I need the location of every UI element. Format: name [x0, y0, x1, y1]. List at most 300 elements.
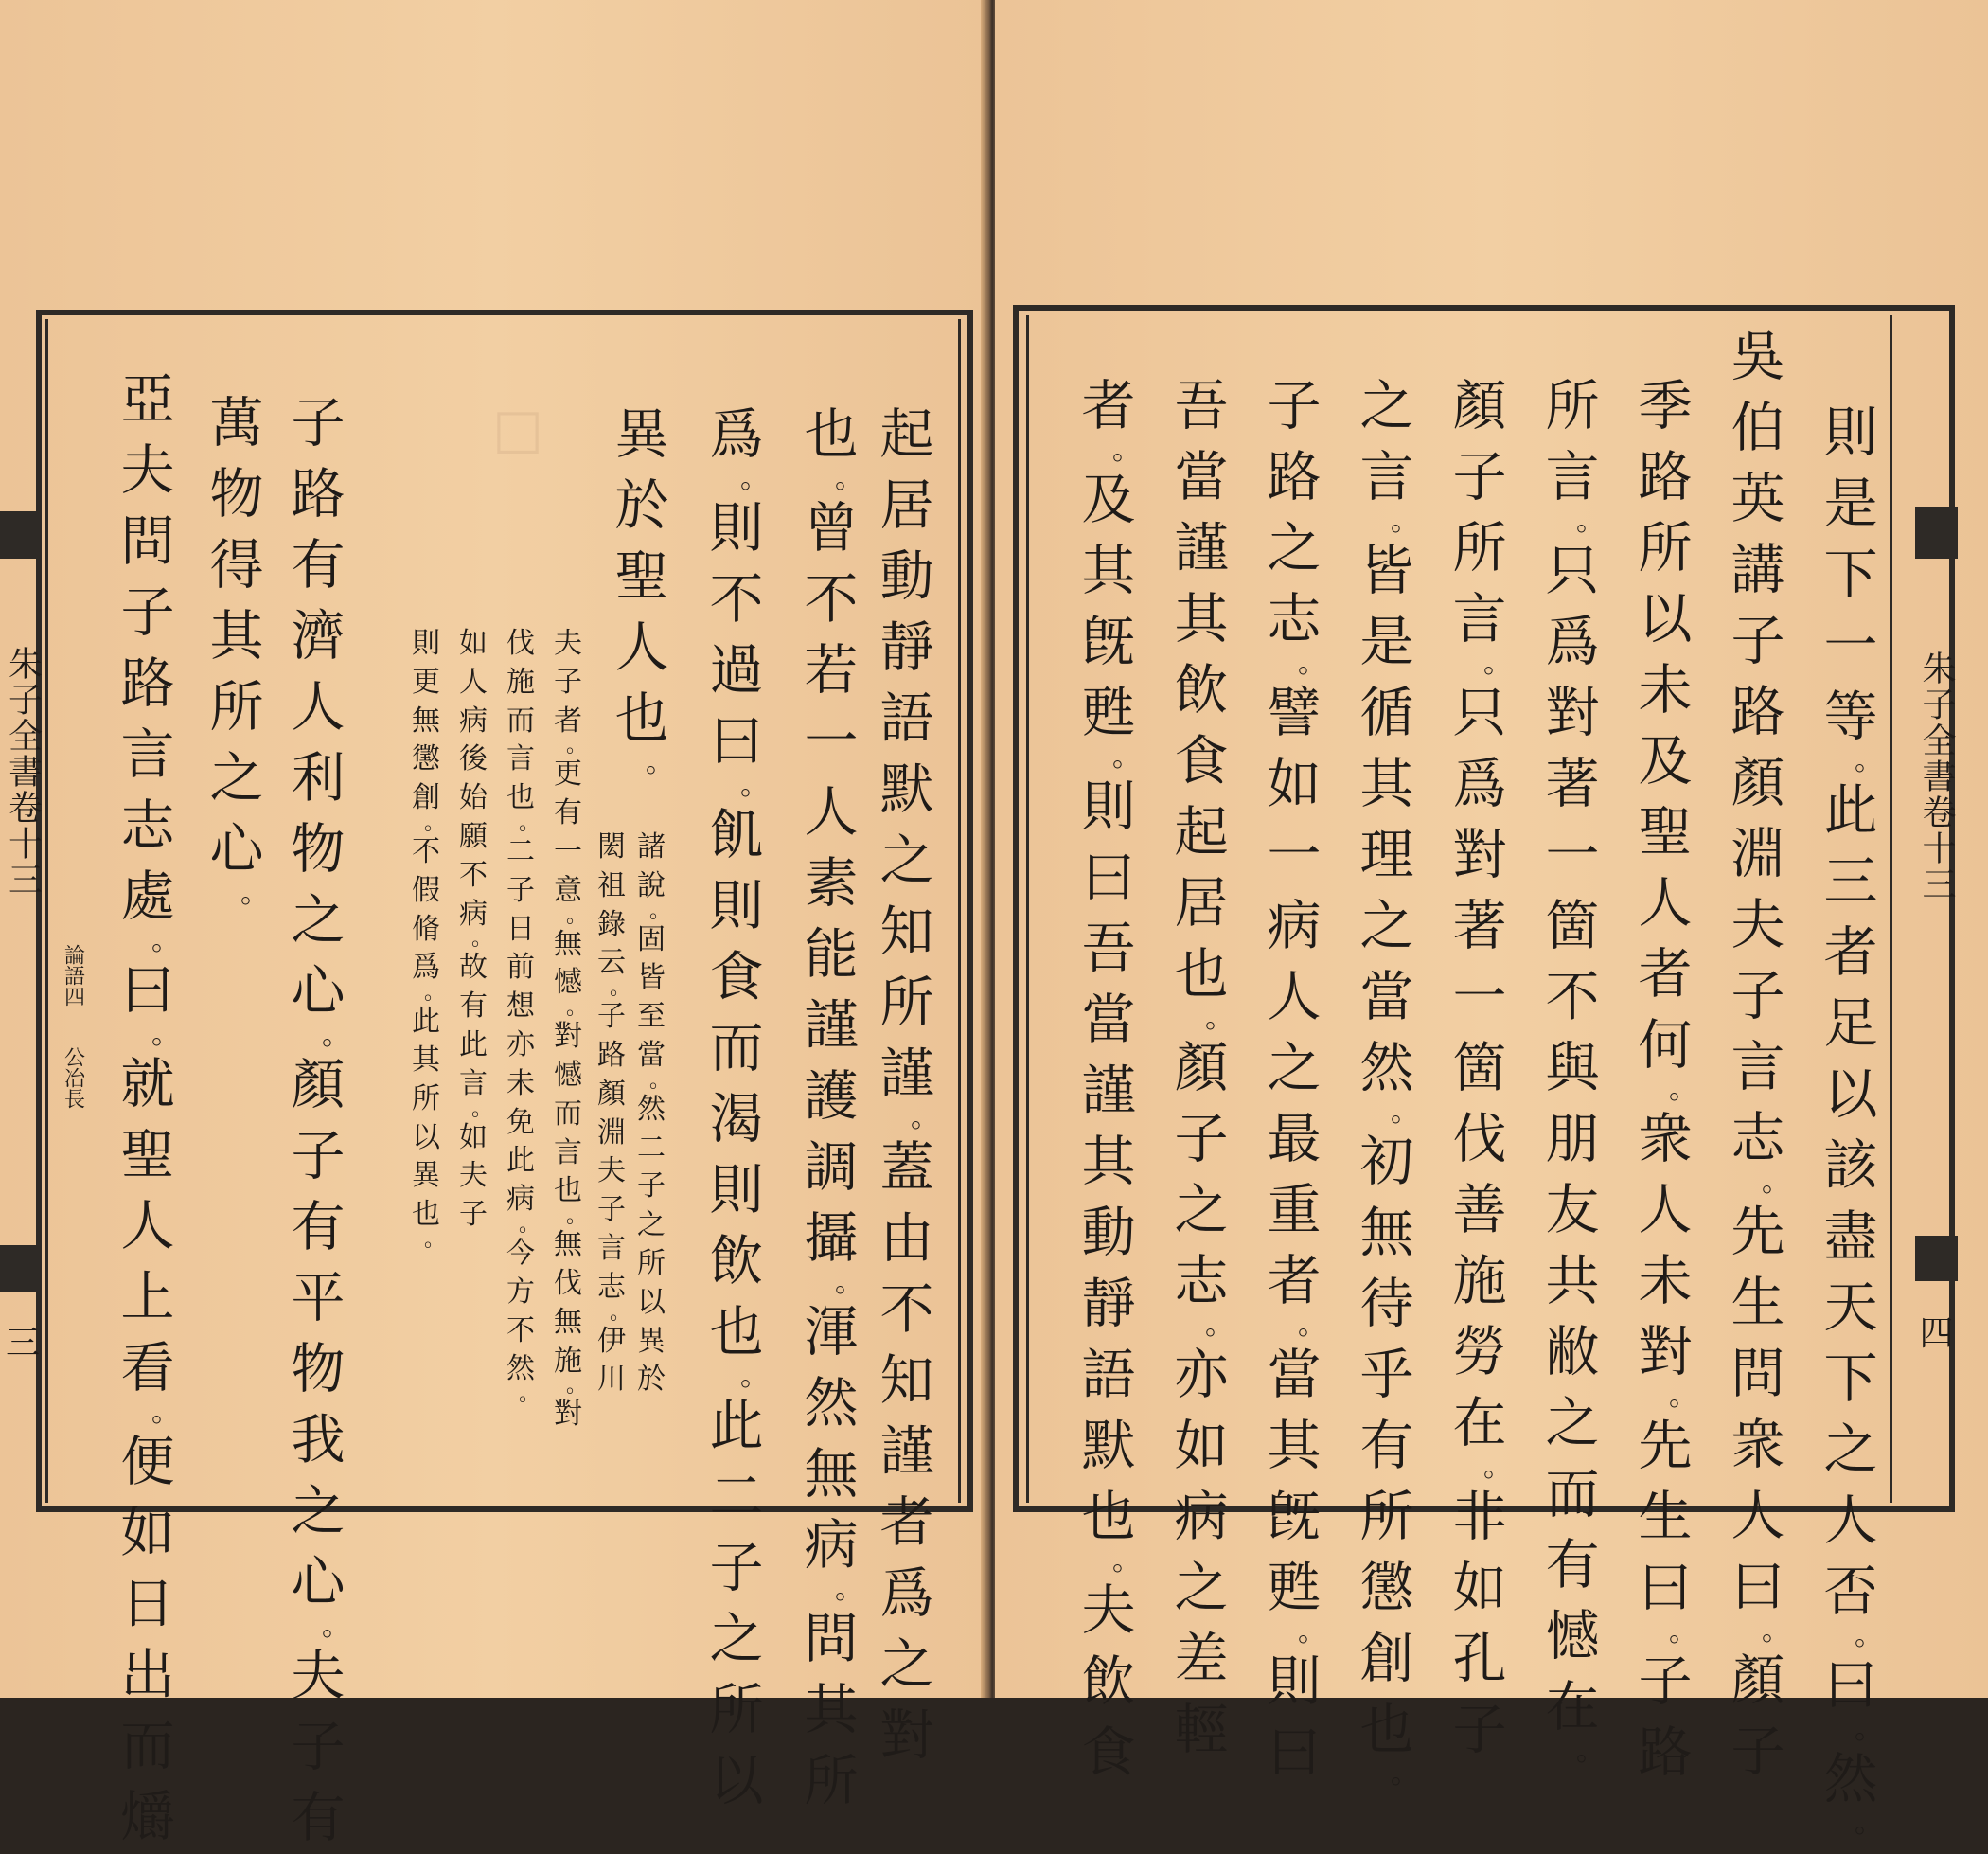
character: 之: [879, 829, 934, 892]
character: 人: [1823, 1489, 1878, 1552]
character: 默: [879, 758, 934, 821]
folio-number: 四: [1919, 1314, 1954, 1353]
character: 然: [637, 1092, 666, 1126]
character: 祖: [597, 868, 626, 902]
punctuation-mark: 。: [1391, 1757, 1419, 1791]
character: 如: [459, 627, 488, 660]
character: 輕: [1174, 1699, 1229, 1761]
character: 子: [709, 1537, 764, 1599]
character: 脩: [412, 912, 440, 946]
character: 衆: [1638, 1108, 1693, 1170]
punctuation-mark: 。: [1576, 1735, 1605, 1768]
left-inner-rule-right: [958, 319, 961, 1503]
character: 居: [1174, 872, 1229, 935]
character: 也: [1359, 1699, 1414, 1761]
character: 飢: [709, 804, 764, 866]
character: 於: [637, 1363, 666, 1397]
character: 川: [597, 1363, 626, 1397]
character: 而: [1545, 1463, 1600, 1525]
character: 如: [1452, 1557, 1507, 1619]
character: 吾: [1174, 375, 1229, 437]
character: 對: [1545, 682, 1600, 744]
character: 而: [120, 1715, 175, 1777]
character: 無: [804, 1443, 859, 1506]
character: 然: [804, 1372, 859, 1435]
character: 心: [209, 818, 264, 881]
character: 憾: [1545, 1605, 1600, 1667]
character: 之: [291, 1480, 346, 1542]
character: 非: [1452, 1486, 1507, 1548]
character: 對: [554, 1398, 582, 1432]
character: 過: [709, 639, 764, 702]
character: 則: [412, 627, 440, 660]
character: 方: [506, 1275, 535, 1309]
character: 不: [709, 568, 764, 631]
character: 問: [120, 510, 175, 573]
character: 也: [709, 1301, 764, 1364]
character: 一: [1267, 824, 1322, 886]
character: 也: [412, 1198, 440, 1232]
character: 心: [291, 960, 346, 1023]
character: 伐: [1452, 1108, 1507, 1170]
punctuation-mark: 。: [740, 462, 769, 495]
character: 語: [879, 687, 934, 750]
character: 爲: [1545, 611, 1600, 673]
character: 吳: [1731, 326, 1785, 388]
character: 曰: [1638, 1557, 1693, 1619]
character: 飲: [1081, 1650, 1136, 1713]
character: 顏: [291, 1054, 346, 1116]
character: 子: [597, 1000, 626, 1034]
character: 未: [1638, 659, 1693, 722]
character: 勞: [1452, 1321, 1507, 1383]
left-page: [0, 0, 987, 1849]
character: 者: [879, 1491, 934, 1554]
character: 言: [1731, 1036, 1785, 1098]
character: 其: [1081, 1131, 1136, 1193]
character: 則: [1267, 1650, 1322, 1713]
show-through-ghost: □: [492, 398, 543, 460]
character: 諸: [637, 830, 666, 864]
character: 起: [1174, 801, 1229, 864]
character: 與: [1545, 1037, 1600, 1099]
margin-title: [1915, 568, 1958, 985]
character: 伯: [1731, 397, 1785, 459]
character: 言: [1359, 446, 1414, 508]
character: 以: [709, 1750, 764, 1812]
character: 重: [1267, 1179, 1322, 1241]
punctuation-mark: 。: [1391, 505, 1419, 538]
punctuation-mark: 。: [740, 769, 769, 802]
character: 在: [1452, 1392, 1507, 1454]
character: 所: [1638, 517, 1693, 579]
character: 英: [1731, 468, 1785, 530]
character: 亦: [1174, 1344, 1229, 1406]
character: 看: [120, 1337, 175, 1399]
punctuation-mark: 。: [1762, 1614, 1790, 1648]
character: 子: [291, 1716, 346, 1778]
character: 所: [1452, 517, 1507, 579]
character: 志: [1731, 1107, 1785, 1169]
punctuation-mark: 。: [565, 734, 587, 758]
character: 有: [291, 534, 346, 597]
punctuation-mark: 。: [835, 462, 863, 495]
character: 盡: [1823, 1205, 1878, 1268]
character: 之: [1359, 375, 1414, 437]
character: 說: [637, 868, 666, 902]
margin-section-label: 論語四: [61, 944, 85, 1007]
character: 之: [637, 1208, 666, 1242]
character: 之: [1174, 1179, 1229, 1241]
character: 路: [1731, 681, 1785, 743]
character: 則: [709, 497, 764, 560]
character: 病: [1267, 895, 1322, 957]
punctuation-mark: 。: [1205, 1002, 1234, 1035]
character: 亞: [120, 368, 175, 431]
character: 如: [120, 1502, 175, 1564]
character: 最: [1267, 1108, 1322, 1170]
character: 夫: [597, 1154, 626, 1188]
character: 食: [1081, 1721, 1136, 1784]
character: 者: [1823, 921, 1878, 984]
character: 子: [1452, 446, 1507, 508]
character: 當: [1359, 966, 1414, 1028]
character: 不: [412, 834, 440, 868]
character: 子: [291, 392, 346, 455]
character: 當: [1174, 446, 1229, 508]
text-column: [1540, 371, 1605, 1766]
character: 其: [1267, 1415, 1322, 1477]
margin-title: [4, 563, 42, 980]
character: 由: [879, 1207, 934, 1270]
character: 未: [1638, 1250, 1693, 1312]
character: 志: [597, 1270, 626, 1304]
character: 固: [637, 922, 666, 956]
character: 施: [1452, 1250, 1507, 1312]
character: 之: [1359, 895, 1414, 957]
character: 謹: [879, 1043, 934, 1105]
character: 路: [291, 463, 346, 526]
character: 以: [637, 1285, 666, 1319]
character: 只: [1545, 540, 1600, 602]
character: 也: [554, 1174, 582, 1208]
character: 人: [1638, 872, 1693, 935]
fishtail-top: [1915, 507, 1958, 559]
character: 上: [120, 1266, 175, 1328]
punctuation-mark: 。: [423, 1227, 445, 1252]
character: 有: [291, 1787, 346, 1849]
text-column: [1262, 371, 1326, 1789]
character: 之: [1823, 1418, 1878, 1481]
character: 施: [506, 665, 535, 699]
character: 夫: [1731, 894, 1785, 956]
character: 得: [209, 534, 264, 597]
character: 顏: [1731, 1649, 1785, 1712]
character: 則: [1823, 401, 1878, 464]
character: 子: [1174, 1108, 1229, 1170]
character: 後: [459, 742, 488, 776]
character: 言: [120, 723, 175, 786]
character: 出: [120, 1644, 175, 1706]
text-column: [1169, 371, 1234, 1766]
character: 飲: [709, 1230, 764, 1292]
right-inner-rule: [1026, 315, 1029, 1503]
character: 濟: [291, 605, 346, 668]
character: 謹: [1174, 517, 1229, 579]
punctuation-mark: 。: [518, 1212, 540, 1237]
character: 不: [879, 1278, 934, 1341]
character: 言: [1545, 446, 1600, 508]
text-column: [1076, 371, 1141, 1789]
character: 我: [291, 1409, 346, 1471]
character: 其: [1081, 540, 1136, 602]
character: 其: [1359, 753, 1414, 815]
character: 季: [1638, 375, 1693, 437]
character: 閎: [597, 830, 626, 864]
punctuation-mark: 。: [1669, 1615, 1697, 1649]
character: 下: [1823, 544, 1878, 606]
character: 一: [554, 834, 582, 868]
character: 其: [804, 1679, 859, 1741]
character: 言: [459, 1066, 488, 1100]
character: 曰: [1267, 1721, 1322, 1784]
punctuation-mark: 。: [1112, 1544, 1141, 1578]
character: 能: [804, 923, 859, 986]
punctuation-mark: 。: [1483, 647, 1512, 680]
punctuation-mark: 。: [648, 899, 670, 923]
character: 待: [1359, 1273, 1414, 1335]
character: 一: [1452, 966, 1507, 1028]
character: 病: [459, 897, 488, 931]
character: 子: [506, 873, 535, 907]
character: 靜: [879, 616, 934, 679]
character: 不: [1545, 966, 1600, 1028]
character: 施: [554, 1344, 582, 1378]
character: 子: [1267, 375, 1322, 437]
punctuation-mark: 。: [1483, 1451, 1512, 1484]
character: 聖: [1638, 801, 1693, 864]
character: 靜: [1081, 1273, 1136, 1335]
character: 爝: [120, 1786, 175, 1848]
character: 所: [804, 1750, 859, 1812]
character: 何: [1638, 1014, 1693, 1077]
punctuation-mark: 。: [240, 877, 269, 910]
character: 謹: [1081, 1060, 1136, 1122]
punctuation-mark: 。: [835, 1266, 863, 1299]
character: 三: [1823, 850, 1878, 913]
character: 如: [459, 1120, 488, 1154]
character: 也: [1174, 943, 1229, 1006]
character: 曾: [804, 497, 859, 560]
character: 便: [120, 1431, 175, 1493]
character: 而: [506, 704, 535, 738]
character: 只: [1452, 682, 1507, 744]
character: 所: [879, 972, 934, 1034]
character: 聖: [614, 545, 669, 608]
character: 爲: [879, 1562, 934, 1625]
character: 願: [459, 819, 488, 853]
character: 子: [1638, 1650, 1693, 1713]
text-column: [610, 400, 674, 777]
character: 所: [1359, 1486, 1414, 1548]
text-column: [1726, 322, 1790, 1788]
character: 淵: [597, 1115, 626, 1150]
character: 於: [614, 474, 669, 537]
punctuation-mark: 。: [1669, 1380, 1697, 1413]
character: 不: [506, 1313, 535, 1347]
punctuation-mark: 。: [518, 1382, 540, 1407]
character: 懲: [1359, 1557, 1414, 1619]
text-column: [115, 365, 180, 1853]
text-column: [1819, 398, 1883, 1838]
text-column: [1447, 371, 1512, 1766]
punctuation-mark: 。: [565, 996, 587, 1021]
character: 曰: [1081, 847, 1136, 909]
character: 淵: [1731, 823, 1785, 885]
character: 甦: [1267, 1557, 1322, 1619]
character: 夫: [291, 1645, 346, 1707]
character: 而: [709, 1017, 764, 1079]
character: 其: [209, 605, 264, 668]
right-inner-rule-right: [1890, 315, 1892, 1503]
character: 蓋: [879, 1136, 934, 1199]
character: 吾: [1081, 918, 1136, 980]
punctuation-mark: 。: [151, 924, 180, 957]
punctuation-mark: 。: [1205, 1309, 1234, 1342]
character: 謹: [879, 1420, 934, 1483]
character: 前: [506, 951, 535, 985]
character: 爲: [1452, 753, 1507, 815]
character: 日: [506, 912, 535, 946]
character: 無: [554, 1305, 582, 1339]
punctuation-mark: 。: [1576, 505, 1605, 538]
character: 更: [554, 758, 582, 792]
character: 朋: [1545, 1108, 1600, 1170]
character: 病: [804, 1514, 859, 1577]
punctuation-mark: 。: [646, 746, 674, 779]
character: 物: [209, 463, 264, 526]
character: 子: [554, 665, 582, 699]
text-column: [875, 400, 939, 1772]
character: 共: [1545, 1250, 1600, 1312]
punctuation-mark: 。: [911, 1101, 939, 1134]
character: 人: [1638, 1179, 1693, 1241]
character: 言: [554, 1135, 582, 1169]
character: 然: [1359, 1037, 1414, 1099]
character: 孔: [1452, 1628, 1507, 1690]
character: 人: [614, 616, 669, 679]
character: 當: [1081, 989, 1136, 1051]
character: 旣: [1267, 1486, 1322, 1548]
character: 人: [804, 781, 859, 844]
character: 更: [412, 665, 440, 699]
margin-title-text: 朱子全書卷十三: [1917, 651, 1956, 902]
character: 就: [120, 1053, 175, 1115]
character: 甦: [1081, 682, 1136, 744]
character: 天: [1823, 1276, 1878, 1339]
character: 平: [291, 1267, 346, 1329]
character: 之: [879, 1633, 934, 1696]
character: 子: [1731, 1720, 1785, 1783]
punctuation-mark: 。: [565, 1204, 587, 1229]
character: 以: [1638, 588, 1693, 651]
character: 當: [1267, 1344, 1322, 1406]
character: 也: [1081, 1486, 1136, 1548]
character: 人: [1267, 966, 1322, 1028]
character: 知: [879, 900, 934, 963]
punctuation-mark: 。: [1391, 1096, 1419, 1129]
character: 憾: [554, 966, 582, 1000]
character: 也: [614, 687, 669, 750]
character: 乎: [1359, 1344, 1414, 1406]
character: 伐: [506, 627, 535, 660]
punctuation-mark: 。: [1112, 740, 1141, 774]
punctuation-mark: 。: [609, 1300, 630, 1325]
character: 足: [1823, 992, 1878, 1055]
character: 若: [804, 639, 859, 702]
character: 人: [291, 676, 346, 739]
character: 動: [879, 545, 934, 608]
character: 則: [709, 1159, 764, 1221]
character: 利: [291, 747, 346, 810]
character: 有: [1545, 1534, 1600, 1596]
punctuation-mark: 。: [322, 1019, 350, 1052]
commentary-column: [549, 625, 587, 1435]
character: 假: [412, 873, 440, 907]
fishtail-top: [0, 511, 42, 559]
character: 飲: [1174, 659, 1229, 722]
character: 伊: [597, 1324, 626, 1358]
character: 夫: [459, 1159, 488, 1193]
character: 否: [1823, 1560, 1878, 1623]
character: 創: [412, 781, 440, 815]
character: 也: [804, 403, 859, 466]
character: 云: [597, 946, 626, 980]
character: 之: [1545, 1392, 1600, 1454]
character: 對: [879, 1704, 934, 1767]
character: 聖: [120, 1124, 175, 1186]
character: 言: [506, 742, 535, 776]
character: 子: [459, 1198, 488, 1232]
character: 二: [637, 1131, 666, 1165]
character: 亦: [506, 1027, 535, 1061]
character: 食: [709, 946, 764, 1008]
character: 是: [1359, 611, 1414, 673]
character: 未: [506, 1066, 535, 1100]
character: 初: [1359, 1131, 1414, 1193]
character: 子: [120, 581, 175, 644]
character: 該: [1823, 1134, 1878, 1197]
character: 者: [1267, 1250, 1322, 1312]
character: 想: [506, 989, 535, 1024]
text-column: [1633, 371, 1697, 1789]
character: 起: [879, 403, 934, 466]
character: 調: [804, 1136, 859, 1199]
punctuation-mark: 。: [151, 1396, 180, 1429]
character: 此: [1823, 779, 1878, 842]
character: 素: [804, 852, 859, 915]
character: 無: [412, 704, 440, 738]
character: 善: [1452, 1179, 1507, 1241]
punctuation-mark: 。: [423, 811, 445, 835]
character: 子: [597, 1193, 626, 1227]
character: 始: [459, 781, 488, 815]
punctuation-mark: 。: [1855, 1619, 1883, 1652]
punctuation-mark: 。: [423, 981, 445, 1006]
character: 默: [1081, 1415, 1136, 1477]
character: 無: [554, 1228, 582, 1262]
text-column: [204, 388, 269, 908]
